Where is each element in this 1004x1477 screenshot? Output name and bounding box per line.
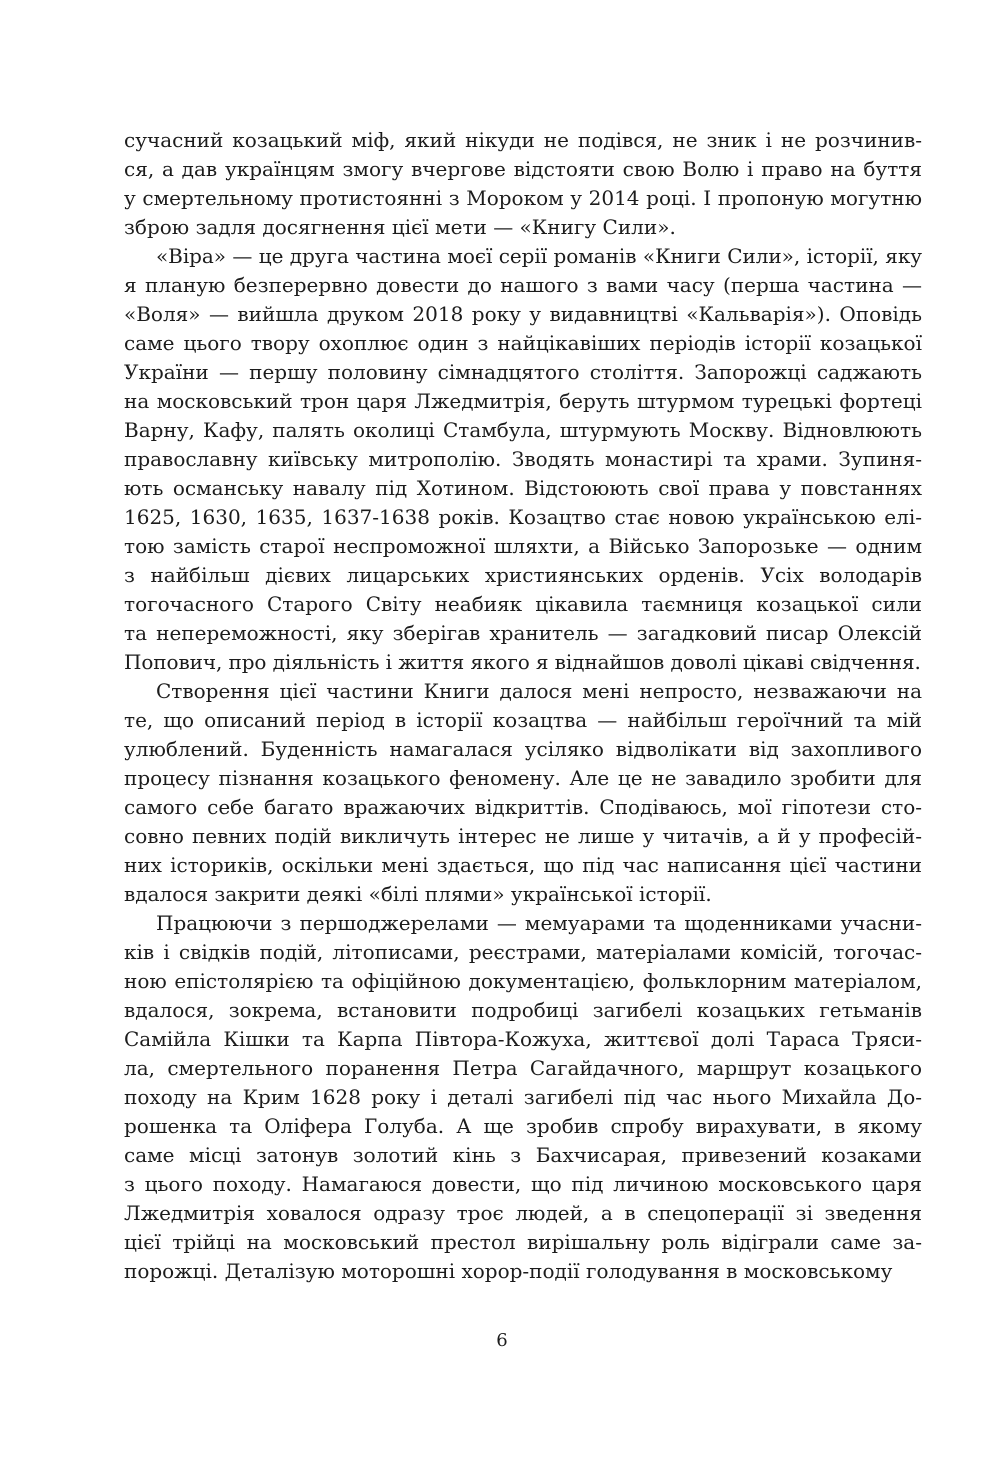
text-line: я планую безперервно довести до нашого з вами часу (перша частина —	[124, 273, 922, 297]
text-line: Попович, про діяльність і життя якого я віднайшов доволі цікаві свідчення.	[124, 650, 921, 674]
page-number: 6	[496, 1330, 508, 1351]
text-line: ють османську навалу під Хотином. Відстоюють свої права у повстаннях	[124, 476, 922, 500]
text-line: Лжедмитрія ховалося одразу троє людей, а в спецоперації зі зведення	[124, 1201, 922, 1225]
text-line: на московський трон царя Лжедмитрія, беруть штурмом турецькі фортеці	[124, 389, 922, 413]
text-line: самого себе багато вражаючих відкриттів. Сподіваюсь, мої гіпотези сто-	[124, 795, 922, 819]
text-line: православну київську митрополію. Зводять монастирі та храми. Зупиня-	[124, 447, 922, 471]
text-line: порожці. Деталізую моторошні хорор-події голодування в московському	[124, 1259, 893, 1283]
paragraph	[124, 909, 922, 1286]
text-line: цієї трійці на московський престол вирішальну роль відіграли саме за-	[124, 1230, 922, 1254]
text-line: тогочасного Старого Світу неабияк цікавила таємниця козацької сили	[124, 592, 922, 616]
text-line: у смертельному протистоянні з Мороком у 2014 році. І пропоную могутню	[124, 186, 922, 210]
text-line: ків і свідків подій, літописами, реєстрами, матеріалами комісій, тогочас-	[124, 940, 922, 964]
text-line: рошенка та Оліфера Голуба. А ще зробив спробу вирахувати, в якому	[124, 1114, 922, 1138]
text-line: ною епістолярією та офіційною документацією, фольклорним матеріалом,	[124, 969, 922, 993]
text-line: Варну, Кафу, палять околиці Стамбула, штурмують Москву. Відновлюють	[124, 418, 922, 442]
text-line: Створення цієї частини Книги далося мені непросто, незважаючи на	[156, 679, 922, 703]
text-line: вдалося закрити деякі «білі плями» української історії.	[124, 882, 712, 906]
text-line: сучасний козацький міф, який нікуди не подівся, не зник і не розчинив-	[124, 128, 922, 152]
text-line: саме цього твору охоплює один з найцікавіших періодів історії козацької	[124, 331, 922, 355]
text-line: тою замість старої неспроможної шляхти, а Військо Запорозьке — одним	[124, 534, 922, 558]
text-line: Самійла Кішки та Карпа Півтора-Кожуха, життєвої долі Тараса Тряси-	[124, 1027, 922, 1051]
text-line: з цього походу. Намагаюся довести, що під личиною московського царя	[124, 1172, 922, 1196]
text-line: з найбільш дієвих лицарських християнських орденів. Усіх володарів	[124, 563, 922, 587]
text-line: України — першу половину сімнадцятого століття. Запорожці саджають	[124, 360, 922, 384]
text-line: ла, смертельного поранення Петра Сагайдачного, маршрут козацького	[124, 1056, 922, 1080]
body-text	[124, 126, 922, 1286]
text-line: улюблений. Буденність намагалася усіляко відволікати від захопливого	[124, 737, 922, 761]
text-line: совно певних подій викличуть інтерес не лише у читачів, а й у професій-	[124, 824, 922, 848]
paragraph	[124, 126, 922, 242]
text-line: вдалося, зокрема, встановити подробиці загибелі козацьких гетьманів	[124, 998, 922, 1022]
text-line: ся, а дав українцям змогу вчергове відстояти свою Волю і право на буття	[124, 157, 922, 181]
text-line: Працюючи з першоджерелами — мемуарами та щоденниками учасни-	[156, 911, 922, 935]
text-line: 1625, 1630, 1635, 1637-1638 років. Козацтво стає новою українською елі-	[124, 505, 922, 529]
text-line: походу на Крим 1628 року і деталі загибелі під час нього Михайла До-	[124, 1085, 922, 1109]
text-line: та непереможності, яку зберігав хранитель — загадковий писар Олексій	[124, 621, 922, 645]
text-line: зброю задля досягнення цієї мети — «Книгу Сили».	[124, 215, 676, 239]
text-line: те, що описаний період в історії козацтва — найбільш героїчний та мій	[124, 708, 922, 732]
text-line: них істориків, оскільки мені здається, що під час написання цієї частини	[124, 853, 922, 877]
paragraph	[124, 677, 922, 909]
text-line: саме місці затонув золотий кінь з Бахчисарая, привезений козаками	[124, 1143, 922, 1167]
paragraph	[124, 242, 922, 677]
text-line: «Воля» — вийшла друком 2018 року у видавництві «Кальварія»). Оповідь	[124, 302, 922, 326]
text-line: процесу пізнання козацького феномену. Але це не завадило зробити для	[124, 766, 922, 790]
text-line: «Віра» — це друга частина моєї серії романів «Книги Сили», історії, яку	[156, 244, 922, 268]
